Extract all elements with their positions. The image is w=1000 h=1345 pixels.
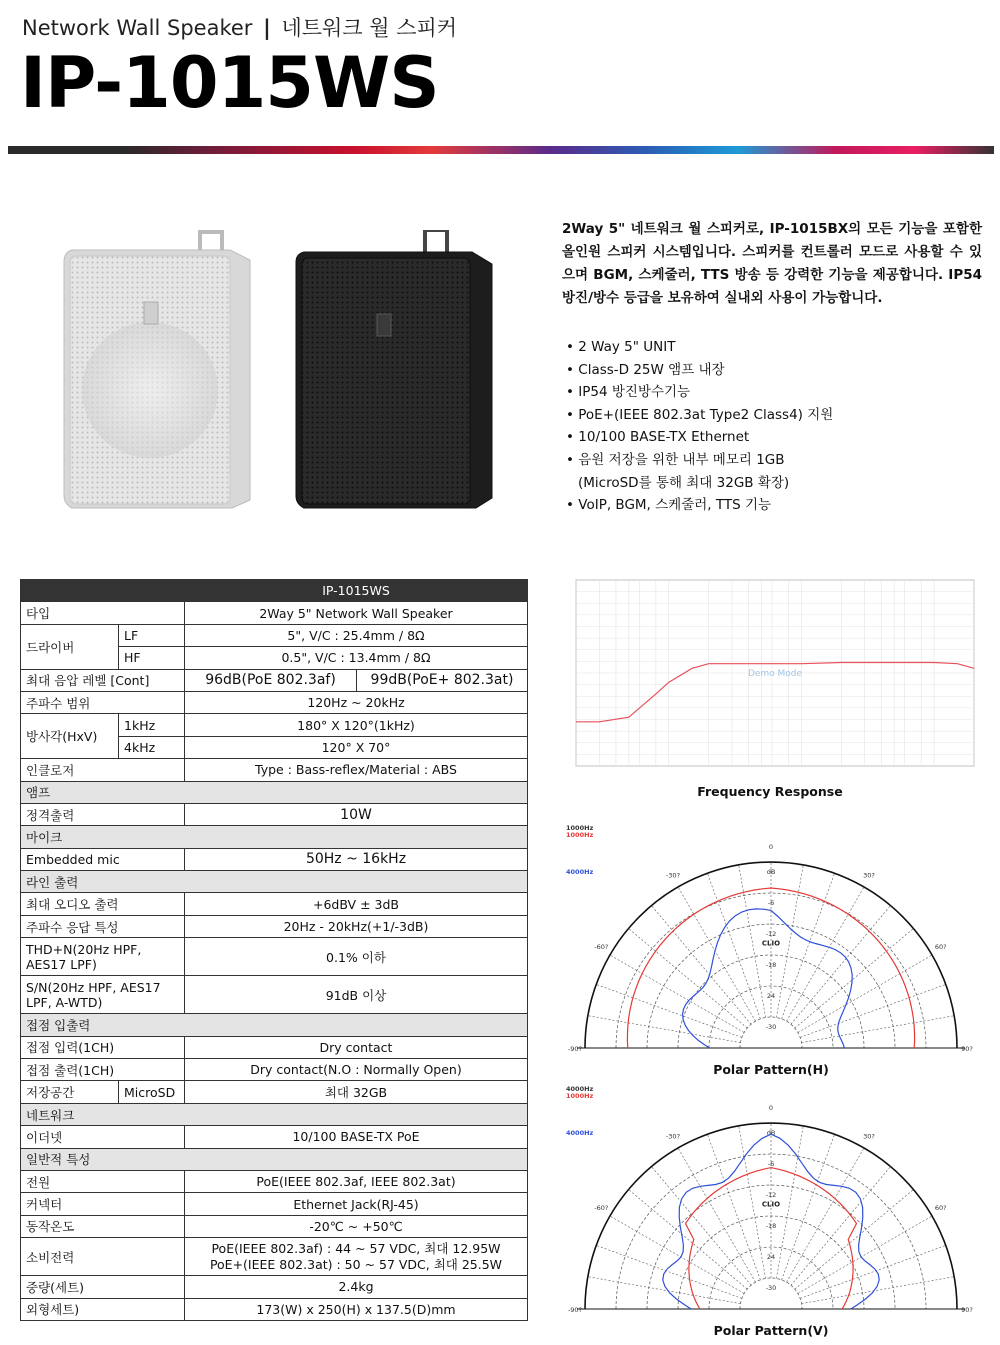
polar-spoke — [795, 928, 914, 1028]
table-row: S/N(20Hz HPF, AES17 LPF, A-WTD) 91dB 이상 — [21, 976, 528, 1014]
color-divider — [8, 146, 994, 154]
table-row: 중량(세트) 2.4kg — [21, 1276, 528, 1298]
black-speaker-image — [296, 230, 492, 508]
table-row: HF 0.5", V/C : 13.4mm / 8Ω — [21, 647, 528, 669]
table-row: 정격출력 10W — [21, 803, 528, 825]
feature-item: • 음원 저장을 위한 내부 메모리 1GB — [566, 449, 833, 472]
power-consumption-poe: PoE(IEEE 802.3af) : 44 ~ 57 VDC, 최대 12.95W — [211, 1240, 501, 1256]
polar-grid — [568, 1104, 973, 1314]
subtitle-english: Network Wall Speaker — [22, 16, 253, 40]
polar-spoke — [596, 984, 742, 1037]
subtitle-korean: 네트워크 월 스피커 — [281, 16, 458, 40]
polar-db-label: 24 — [766, 992, 776, 1000]
feature-item: • IP54 방진방수기능 — [566, 381, 833, 404]
polar-spoke — [776, 865, 803, 1018]
polar-logo: CLIO — [761, 1200, 781, 1209]
table-row: 커넥터 Ethernet Jack(RJ-45) — [21, 1193, 528, 1215]
table-row: 드라이버 LF 5", V/C : 25.4mm / 8Ω — [21, 624, 528, 646]
polar-legend — [566, 824, 594, 876]
polar-spoke — [588, 1016, 741, 1043]
table-row: 외형세트) 173(W) x 250(H) x 137.5(D)mm — [21, 1298, 528, 1320]
table-section-row: 일반적 특성 — [21, 1148, 528, 1170]
table-row: 주파수 응답 특성 20Hz - 20kHz(+1/-3dB) — [21, 915, 528, 937]
polar-spoke — [707, 1134, 760, 1280]
polar-spoke — [651, 1167, 751, 1286]
table-row: THD+N(20Hz HPF, AES17 LPF) 0.1% 이하 — [21, 938, 528, 976]
spec-header-model: IP-1015WS — [185, 580, 528, 602]
polar-spoke — [629, 928, 748, 1028]
polar-angle-label: 90? — [961, 1306, 973, 1314]
feature-item: • 10/100 BASE-TX Ethernet — [566, 426, 833, 449]
polar-h-title: Polar Pattern(H) — [713, 1062, 829, 1077]
polar-pattern-h-chart — [562, 822, 980, 1060]
polar-legend-label: 4000Hz — [566, 868, 594, 876]
feature-item-continued: (MicroSD를 통해 최대 32GB 확장) — [578, 474, 790, 491]
polar-legend-label: 1000Hz — [566, 831, 594, 839]
table-row: 4kHz 120° X 70° — [21, 736, 528, 758]
polar-db-label: -30 — [765, 1023, 777, 1031]
table-section-row: 접점 입출력 — [21, 1014, 528, 1036]
table-section-row: 라인 출력 — [21, 871, 528, 893]
freq-chart-title: Frequency Response — [697, 784, 843, 799]
polar-db-label: 24 — [766, 1253, 776, 1261]
polar-db-label: -30 — [765, 1284, 777, 1292]
table-row: 방사각(HxV) 1kHz 180° X 120°(1kHz) — [21, 714, 528, 736]
table-row: 접점 입력(1CH) Dry contact — [21, 1036, 528, 1058]
polar-angle-label: -30? — [665, 871, 681, 880]
table-row: Embedded mic 50Hz ~ 16kHz — [21, 848, 528, 870]
table-row: 주파수 범위 120Hz ~ 20kHz — [21, 691, 528, 713]
polar-db-label: -6 — [767, 1160, 775, 1168]
polar-db-label: dB — [766, 1129, 776, 1137]
polar-angle-label: 30? — [863, 871, 875, 880]
polar-spoke — [596, 1245, 742, 1298]
polar-db-label: -12 — [765, 1191, 777, 1199]
polar-db-label: -18 — [765, 961, 777, 969]
polar-pattern-v-chart — [562, 1083, 980, 1319]
subtitle-separator: | — [263, 16, 271, 40]
table-row: 접점 출력(1CH) Dry contact(N.O : Normally Open) — [21, 1059, 528, 1081]
polar-ring — [740, 1017, 802, 1048]
polar-angle-label: -60? — [594, 943, 609, 951]
polar-ring — [740, 1278, 802, 1309]
polar-legend-label: 4000Hz — [566, 1129, 594, 1137]
polar-legend-label: 4000Hz — [566, 1085, 594, 1093]
polar-angle-label: 30? — [863, 1132, 875, 1141]
polar-v-title: Polar Pattern(V) — [713, 1323, 829, 1338]
feature-item: • 2 Way 5" UNIT — [566, 336, 833, 359]
table-row: 소비전력 PoE(IEEE 802.3af) : 44 ~ 57 VDC, 최대 12.95W PoE+(IEEE 802.3at) : 50 ~ 57 VDC, 최대 25.5W — [21, 1238, 528, 1276]
polar-angle-label: 0 — [768, 843, 774, 851]
polar-db-label: -18 — [765, 1222, 777, 1230]
polar-spoke — [791, 906, 891, 1025]
polar-spoke — [610, 955, 744, 1033]
frequency-response-chart — [560, 576, 980, 774]
speaker-product-images — [60, 230, 510, 520]
table-section-row: 앰프 — [21, 781, 528, 803]
spec-table — [20, 579, 528, 1321]
polar-spoke — [610, 1216, 744, 1294]
polar-angle-label: -90? — [567, 1045, 583, 1053]
table-row: 이더넷 10/100 BASE-TX PoE — [21, 1126, 528, 1148]
polar-db-label: -12 — [765, 930, 777, 938]
polar-spoke — [795, 1189, 914, 1289]
polar-db-label: dB — [766, 868, 776, 876]
polar-db-label: -6 — [767, 899, 775, 907]
polar-spoke — [776, 1126, 803, 1279]
polar-spoke — [802, 1016, 955, 1043]
polar-angle-label: 60? — [934, 1204, 947, 1212]
polar-legend-label: 1000Hz — [566, 824, 594, 832]
polar-spoke — [588, 1277, 741, 1304]
table-row: 전원 PoE(IEEE 802.3af, IEEE 802.3at) — [21, 1170, 528, 1192]
white-speaker-image — [64, 232, 250, 508]
polar-spoke — [802, 1277, 955, 1304]
product-description: 2Way 5" 네트워크 월 스피커로, IP-1015BX의 모든 기능을 포함한 올인원 스피커 시스템입니다. 스피커를 컨트롤러 모드로 사용할 수 있으며 BGM, 스케줄러, TTS 방송 등 강력한 기능을 제공합니다. IP54 방진/방수 등급을 보유하여 실내외 사용이 가능합니다. — [562, 221, 982, 306]
table-row: 동작온도 -20℃ ~ +50℃ — [21, 1215, 528, 1237]
table-row: 최대 오디오 출력 +6dBV ± 3dB — [21, 893, 528, 915]
polar-spoke — [791, 1167, 891, 1286]
polar-angle-label: 60? — [934, 943, 947, 951]
polar-spoke — [651, 906, 751, 1025]
polar-spoke — [800, 1245, 946, 1298]
header-subtitle — [22, 12, 457, 42]
table-row: 저장공간 MicroSD 최대 32GB — [21, 1081, 528, 1103]
polar-angle-label: 0 — [768, 1104, 774, 1112]
freq-watermark: Demo Mode — [747, 669, 803, 679]
polar-angle-label: -30? — [665, 1132, 681, 1141]
table-row: 인클로저 Type : Bass-reflex/Material : ABS — [21, 759, 528, 781]
polar-angle-label: -90? — [567, 1306, 583, 1314]
polar-legend-label: 1000Hz — [566, 1092, 594, 1100]
model-title: IP-1015WS — [20, 42, 439, 124]
polar-spoke — [629, 1189, 748, 1289]
table-header-row — [21, 580, 528, 602]
table-row: 최대 음압 레벨 [Cont] 96dB(PoE 802.3af) 99dB(PoE+ 802.3at) — [21, 669, 528, 691]
polar-spoke — [800, 984, 946, 1037]
polar-angle-label: -60? — [594, 1204, 609, 1212]
table-section-row: 네트워크 — [21, 1103, 528, 1125]
polar-spoke — [787, 887, 865, 1021]
feature-list — [566, 336, 833, 517]
polar-spoke — [782, 1134, 835, 1280]
feature-item: • PoE+(IEEE 802.3at Type2 Class4) 지원 — [566, 404, 833, 427]
power-consumption-poeplus: PoE+(IEEE 802.3at) : 50 ~ 57 VDC, 최대 25.5W — [209, 1256, 503, 1272]
polar-angle-label: 90? — [961, 1045, 973, 1053]
table-row: 타입 2Way 5" Network Wall Speaker — [21, 602, 528, 624]
polar-logo: CLIO — [761, 939, 781, 948]
feature-item: • Class-D 25W 앰프 내장 — [566, 359, 833, 382]
feature-item: • VoIP, BGM, 스케줄러, TTS 기능 — [566, 494, 833, 517]
table-section-row: 마이크 — [21, 826, 528, 848]
polar-legend — [566, 1085, 594, 1137]
